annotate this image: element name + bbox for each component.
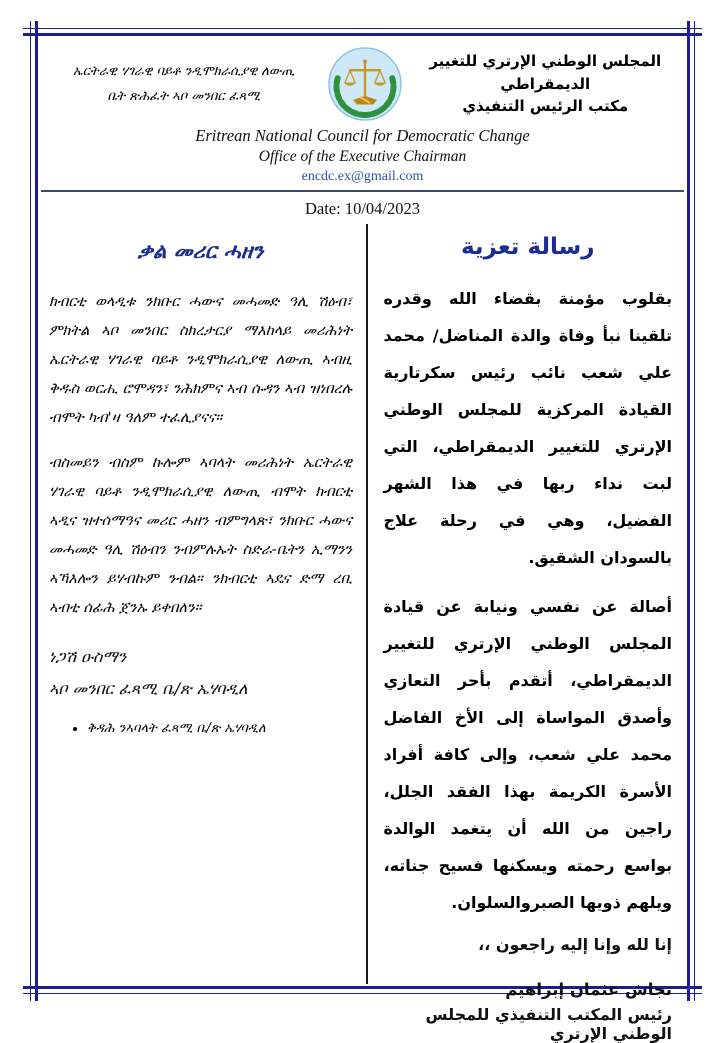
- arabic-signature-name: نجاش عثمان إبراهيم: [505, 980, 672, 999]
- org-name-english-line2: Office of the Executive Chairman: [258, 148, 467, 165]
- arabic-paragraph-1: بقلوب مؤمنة بقضاء الله وقدره تلقينا نبأ وفاة والدة المناضل/ محمد علي شعب نائب رئيس سكرتارية القيادة المركزية للمجلس الوطني الإرتري للتغيير الديمقراطي، التي لبت نداء ربها في هذا الشهر الفضيل، وهي في رحلة علاج بالسودان الشقيق.: [383, 289, 672, 567]
- two-column-body: [41, 224, 684, 1043]
- arabic-paragraph-2: أصالة عن نفسي ونيابة عن قيادة المجلس الوطني الإرتري للتغيير الديمقراطي، أتقدم بأحر التعازي وأصدق المواساة إلى الأخ الفاضل محمد علي شعب، وإلى كافة أفراد الأسرة الكريمة بهذا الفقد الجلل، راجين من الله أن يتغمد الوالدة بواسع رحمته ويسكنها فسيح جناته، ويلهم ذويها الصبروالسلوان.: [383, 597, 672, 912]
- date-line: Date: 10/04/2023: [304, 199, 421, 218]
- letter-content: [41, 38, 684, 1043]
- tigrinya-paragraph-2: ብስመይን ብስም ኩሎም ኣባላት መሪሕነት ኤርትራዊ ሃገራዊ ባይቶ ንዲሞክራሲያዊ ለውጢ ብሞት ክብርቲ ኣዲና ዝተሰማዓና መሪር ሓዘን ብምግላጽ፣ ንክቡር ሓውና መሓመድ ዓሊ ሽዕብን ንብምሉኡት ስድራ-ቤትን ኢማንን ኣኻእሎን ይሃብኩም ንብል። ንክብርቲ ኣዴና ድማ ረቢ ኣብቲ ሰፊሕ ጀንኡ ይቀበለን።: [49, 455, 352, 616]
- org-name-english: [41, 126, 684, 185]
- org-name-english-line1: Eritrean National Council for Democratic Change: [195, 126, 530, 145]
- org-name-arabic: [409, 50, 685, 118]
- org-name-tigrinya: [41, 59, 321, 110]
- cc-note: • ቅዳሕ ንኣባላት ፈጻሚ ቤ/ጽ ኤሃባዲለ: [87, 721, 352, 736]
- arabic-closing-verse: إنا لله وإنا إليه راجعون ،،: [478, 935, 672, 954]
- border-right: [687, 21, 695, 1001]
- tigrinya-signature-name: ነጋሽ ዑስማን: [49, 647, 127, 666]
- org-name-tigrinya-line2: ቤት ጽሕፈት ኣቦ መንበር ፈጻሚ: [107, 89, 261, 104]
- tigrinya-column: [41, 224, 366, 984]
- cc-list: [49, 721, 352, 736]
- arabic-title: رسالة تعزية: [460, 234, 595, 260]
- email-link[interactable]: encdc.ex@gmail.com: [301, 169, 424, 184]
- header-divider-rule: [41, 190, 684, 192]
- council-logo-icon: [327, 46, 403, 122]
- tigrinya-paragraph-1: ክብርቲ ወላዲቱ ንክቡር ሓውና መሓመድ ዓሊ ሽዕብ፣ ምክትል ኣቦ መንበር ስክረታርያ ማእከላይ መሪሕነት ኤርትራዊ ሃገራዊ ባይቶ ንዲሞክራሲያዊ ለውጢ ኣብዚ ቅዱስ ወርሒ ሮሞዳን፣ ንሕክምና ኣብ ሱዳን ኣብ ዝነበረሉ ብሞት ካብ'ዛ ዓለም ተፈሊያናና።: [49, 294, 352, 426]
- letterhead: [41, 46, 684, 122]
- page-border-frame: [31, 29, 694, 1043]
- arabic-signature-title: رئيس المكتب التنفيذي للمجلس الوطني الإرتري: [425, 1005, 672, 1043]
- tigrinya-signature-title: ኣቦ መንበር ፈጻሚ ቤ/ጽ ኤሃባዲለ: [49, 679, 248, 698]
- org-name-arabic-line1: المجلس الوطني الإرتري للتغيير الديمقراطي: [429, 52, 662, 93]
- arabic-column: [368, 224, 685, 1043]
- org-name-tigrinya-line1: ኤርትራዊ ሃገራዊ ባይቶ ንዲሞክራሲያዊ ለውጢ: [72, 63, 295, 79]
- border-left: [30, 21, 38, 1001]
- org-name-arabic-line2: مكتب الرئيس التنفيذي: [462, 97, 629, 116]
- border-top: [23, 28, 702, 36]
- tigrinya-title: ቃል መሪር ሓዘን: [137, 239, 264, 263]
